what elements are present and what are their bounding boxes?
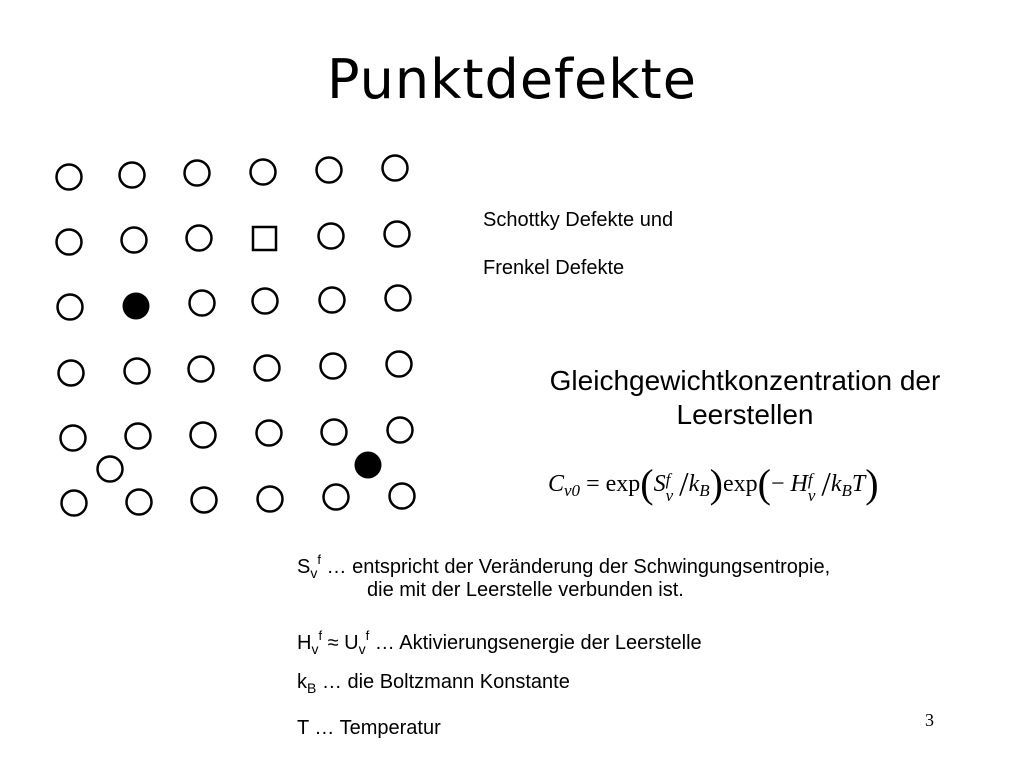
formula-k-symbol: k: [830, 471, 842, 497]
def-hv-sup: f: [318, 628, 323, 643]
def-sv-sub: v: [310, 565, 318, 581]
formula-paren: (: [640, 461, 654, 506]
formula-exp1: exp: [605, 471, 641, 497]
formula-slash: /: [821, 466, 831, 503]
lattice-atom: [120, 163, 145, 188]
formula-paren: ): [709, 461, 723, 506]
formula-enthalpy-indices: [808, 472, 816, 504]
def-hv-text: … Aktivierungsenergie der Leerstelle: [369, 632, 702, 654]
lattice-atom: [390, 484, 415, 509]
def-hv-sub: v: [311, 641, 319, 657]
crystal-lattice-diagram: [0, 0, 460, 540]
lattice-atom: [189, 357, 214, 382]
lattice-atom: [61, 426, 86, 451]
lattice-atom: [253, 289, 278, 314]
formula-sup: f: [665, 470, 671, 489]
formula-paren: (: [757, 461, 771, 506]
def-t-symbol: T: [297, 717, 309, 739]
filled-atom-defect: [123, 293, 150, 320]
def-kb-symbol: k: [297, 671, 307, 693]
formula-equals: =: [586, 471, 600, 497]
defect-types-line2: Frenkel Defekte: [483, 257, 625, 279]
formula-temperature-symbol: T: [851, 471, 866, 497]
def-hv-sub2: v: [358, 641, 366, 657]
def-hv-symbol: H: [297, 632, 312, 654]
def-hv-sup2: f: [365, 628, 370, 643]
lattice-atom: [122, 228, 147, 253]
formula-lhs-sub: v0: [564, 481, 581, 500]
formula-minus: −: [770, 471, 785, 497]
def-kb-text: … die Boltzmann Konstante: [316, 671, 570, 693]
lattice-atom: [57, 165, 82, 190]
definition-sv-continuation: die mit der Leerstelle verbunden ist.: [367, 579, 684, 601]
lattice-atom: [317, 158, 342, 183]
definition-t: [297, 716, 441, 740]
vacancy-concentration-formula: [548, 460, 879, 507]
lattice-atom: [57, 230, 82, 255]
formula-slash: /: [679, 466, 689, 503]
formula-sub: v: [665, 486, 674, 505]
lattice-atom: [191, 423, 216, 448]
lattice-atom: [322, 420, 347, 445]
lattice-atom: [192, 488, 217, 513]
defect-types-line1: Schottky Defekte und: [483, 209, 674, 231]
lattice-atom: [388, 418, 413, 443]
lattice-atom: [255, 356, 280, 381]
formula-entropy-symbol: S: [653, 471, 666, 497]
formula-enthalpy-symbol: H: [790, 471, 808, 497]
vacancy-square-marker: [253, 227, 276, 250]
slide-title: Punktdefekte: [327, 48, 697, 111]
lattice-atom: [185, 161, 210, 186]
formula-entropy-indices: [666, 472, 674, 504]
definition-kb: [297, 670, 570, 700]
lattice-atom: [125, 359, 150, 384]
def-sv-sup: f: [317, 552, 321, 567]
def-hv-symbol2: U: [344, 632, 359, 654]
formula-k-sub: B: [699, 481, 710, 500]
lattice-atom: [320, 288, 345, 313]
interstitial-atom: [98, 457, 123, 482]
formula-k-sub: B: [841, 481, 852, 500]
equilibrium-heading-line2: Leerstellen: [676, 399, 814, 430]
lattice-atom: [126, 424, 151, 449]
def-kb-sub: B: [307, 680, 317, 696]
lattice-atom: [257, 421, 282, 446]
lattice-atom: [383, 156, 408, 181]
lattice-atom: [251, 160, 276, 185]
lattice-atom: [321, 354, 346, 379]
lattice-atom: [62, 491, 87, 516]
equilibrium-heading: [500, 364, 990, 432]
lattice-atom: [127, 490, 152, 515]
definition-hv: [297, 624, 702, 661]
lattice-atom: [258, 487, 283, 512]
page-number: 3: [925, 710, 934, 730]
lattice-atom: [385, 222, 410, 247]
equilibrium-heading-line1: Gleichgewichtkonzentration der: [549, 365, 941, 396]
formula-sup: f: [807, 470, 813, 489]
formula-exp2: exp: [722, 471, 758, 497]
def-sv-symbol: S: [297, 556, 311, 578]
def-hv-approx: ≈: [322, 632, 345, 654]
filled-interstitial-defect: [355, 452, 382, 479]
lattice-atom: [187, 226, 212, 251]
formula-sub: v: [807, 486, 816, 505]
lattice-atom: [386, 286, 411, 311]
formula-lhs-symbol: C: [548, 471, 565, 497]
lattice-atom: [59, 361, 84, 386]
lattice-atom: [319, 224, 344, 249]
lattice-atom: [190, 291, 215, 316]
lattice-atom: [58, 295, 83, 320]
formula-k-symbol: k: [688, 471, 700, 497]
def-sv-text: … entspricht der Veränderung der Schwingungsentropie,: [320, 556, 831, 578]
lattice-atom: [324, 485, 349, 510]
lattice-atom: [387, 352, 412, 377]
formula-paren: ): [865, 461, 879, 506]
def-t-text: … Temperatur: [308, 717, 441, 739]
